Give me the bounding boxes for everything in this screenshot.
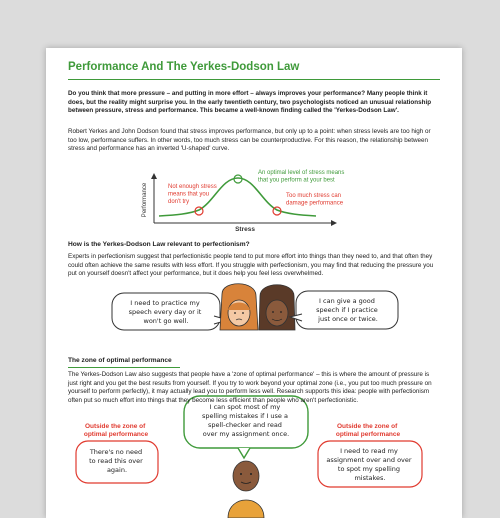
yerkes-dodson-chart <box>142 170 346 233</box>
intro-paragraph: Do you think that more pressure – and putting in more effort – always improves your performance? Many people think it does, but the reality might surprise you. In the early twentieth century, two psychologists noticed an unusual relationship between pressure, stress and performance. This became a well-known finding called the 'Yerkes-Dodson Law'. <box>68 90 432 115</box>
left-speech-text: I need to practice my speech every day or it won't go well. <box>128 299 202 325</box>
man-avatar <box>259 285 295 330</box>
body-paragraph-yerkes-dodson: Robert Yerkes and John Dodson found that stress improves performance, but only up to a point: when stress levels are too high or too low, performance suffers. In other words, too much stress can be counterproductive. For this reason, the relationship between stress and performance has an inverted 'U-shaped' curve. <box>68 128 431 153</box>
right-note: Too much stress can damage performance <box>286 193 344 207</box>
left-zone-text: There's no need to read this over again. <box>89 448 143 474</box>
page-title: Performance And The Yerkes-Dodson Law <box>68 61 300 73</box>
top-note: An optimal level of stress means that you perform at your best <box>258 170 345 184</box>
worksheet-page <box>46 48 462 518</box>
perfectionism-example <box>112 284 398 330</box>
y-axis-label: Performance <box>142 182 148 218</box>
right-speech-text: I can give a good speech if I practice just once or twice. <box>316 297 378 323</box>
left-zone-label: Outside the zone of optimal performance <box>83 423 149 438</box>
x-axis-label: Stress <box>235 226 255 233</box>
section-paragraph-relevance: Experts in perfectionism suggest that perfectionistic people tend to put more effort into things than they need to, and that often they could often achieve the same results with less effort. If you struggle with perfectionism, you may find that reducing the pressure you put on yourself doesn't affect your performance, but it does help you feel less overwhelmed. <box>68 253 434 278</box>
section-paragraph-zone: The Yerkes-Dodson Law also suggests that people have a 'zone of optimal performance' – this is where the amount of pressure is just right and you get the best results from yourself. If you try to work beyond your optimal zone (i.e., you put too much pressure on yourself to perform perfectly), it may actually lead you to perform less well. Research supports this idea: people with perfectionism often put so much effort into things that they become less efficient than people who aren't perfectionistic. <box>68 371 432 404</box>
center-zone-text: I can spot most of my spelling mistakes if I use a spell-checker and read over my assignment once. <box>201 403 290 438</box>
woman-avatar <box>220 284 258 330</box>
section-heading-zone: The zone of optimal performance <box>68 357 172 364</box>
worksheet-illustrations <box>46 48 462 518</box>
right-zone-label: Outside the zone of optimal performance <box>335 423 401 438</box>
zone-heading-underline <box>68 367 180 368</box>
center-person-avatar <box>228 461 264 518</box>
right-zone-text: I need to read my assignment over and over to spot my spelling mistakes. <box>326 447 412 482</box>
left-note: Not enough stress means that you don't try <box>168 184 217 205</box>
section-heading-relevance: How is the Yerkes-Dodson Law relevant to perfectionism? <box>68 241 250 248</box>
